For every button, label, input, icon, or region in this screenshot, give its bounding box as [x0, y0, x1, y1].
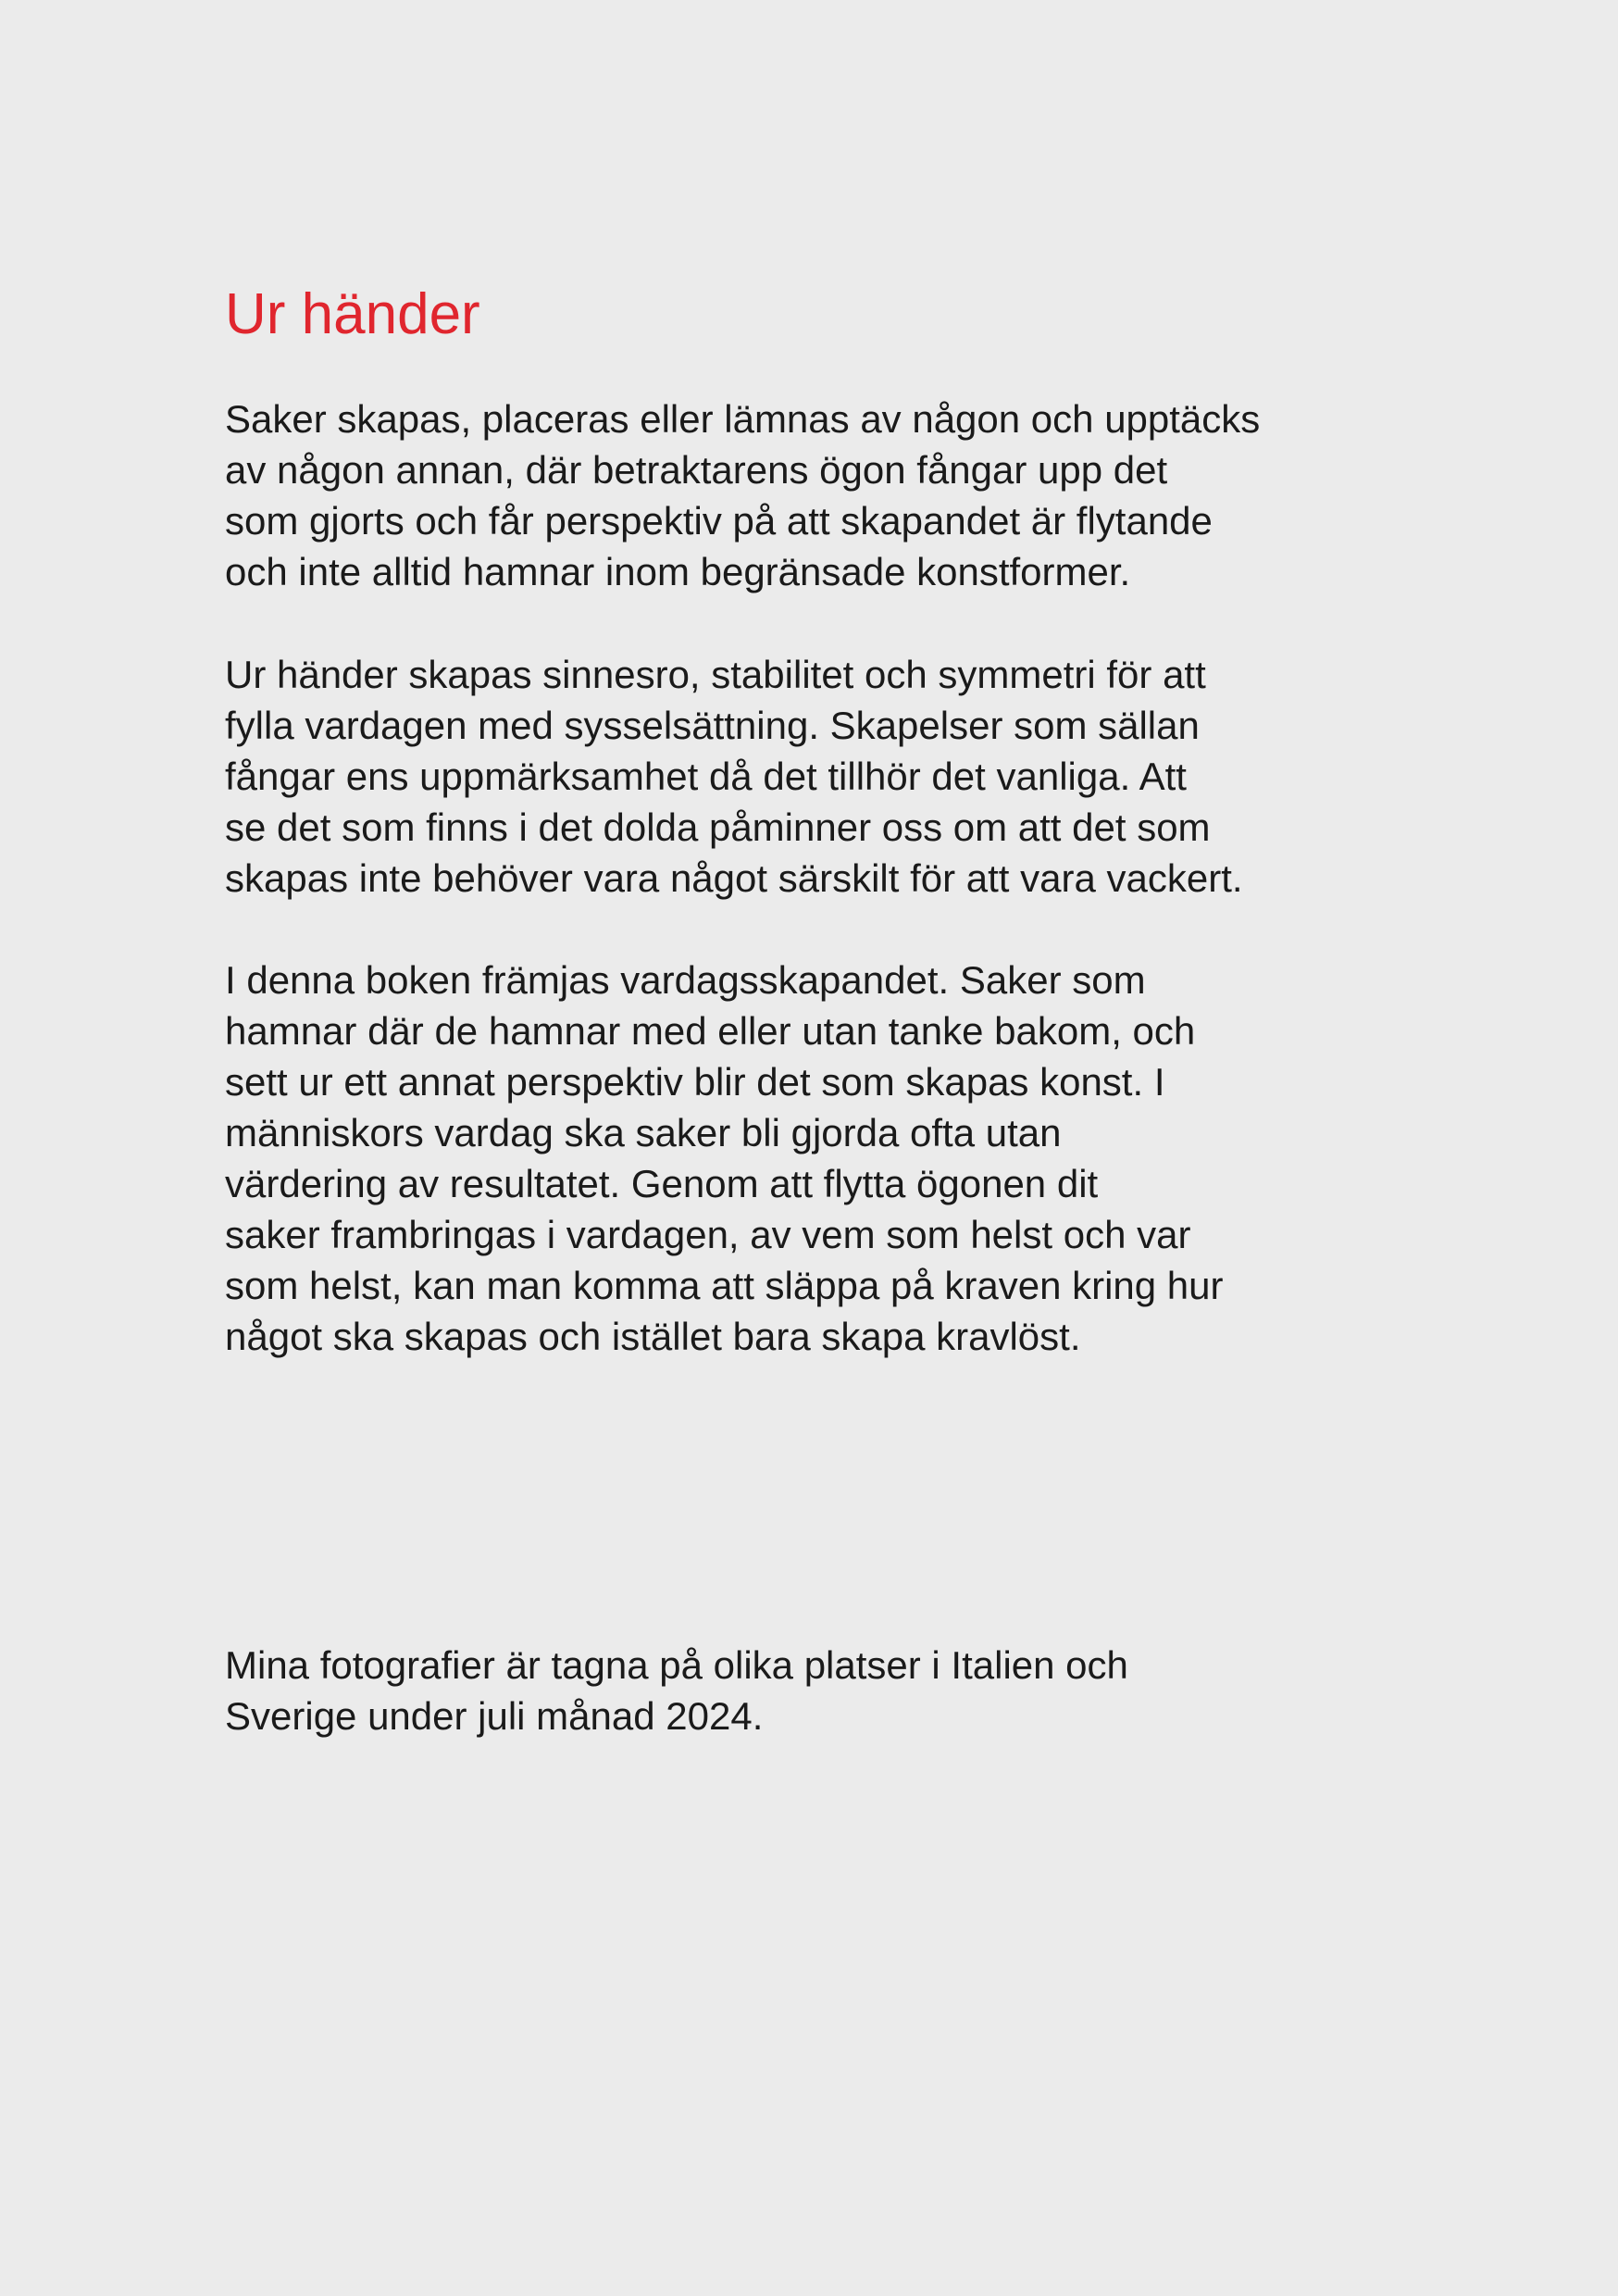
paragraph-line: Ur händer skapas sinnesro, stabilitet och symmetri för att: [225, 653, 1206, 696]
paragraph-1: [225, 393, 1260, 597]
note-line: Sverige under juli månad 2024.: [225, 1694, 764, 1738]
paragraph-line: saker frambringas i vardagen, av vem som helst och var: [225, 1213, 1191, 1256]
paragraph-line: hamnar där de hamnar med eller utan tanke bakom, och: [225, 1009, 1196, 1053]
paragraph-line: sett ur ett annat perspektiv blir det som skapas konst. I: [225, 1060, 1165, 1104]
paragraph-line: I denna boken främjas vardagsskapandet. Saker som: [225, 958, 1146, 1002]
paragraph-line: av någon annan, där betraktarens ögon fångar upp det: [225, 448, 1168, 492]
paragraph-line: människors vardag ska saker bli gjorda ofta utan: [225, 1111, 1062, 1154]
note-line: Mina fotografier är tagna på olika platser i Italien och: [225, 1643, 1128, 1687]
paragraph-line: skapas inte behöver vara något särskilt för att vara vackert.: [225, 856, 1243, 900]
paragraph-2: [225, 649, 1243, 904]
paragraph-line: något ska skapas och istället bara skapa kravlöst.: [225, 1315, 1081, 1358]
paragraph-line: som gjorts och får perspektiv på att skapandet är flytande: [225, 499, 1213, 543]
paragraph-3: [225, 955, 1224, 1362]
paragraph-line: och inte alltid hamnar inom begränsade konstformer.: [225, 550, 1131, 593]
paragraph-line: fylla vardagen med sysselsättning. Skapelser som sällan: [225, 704, 1200, 747]
photo-credit-note: [225, 1640, 1128, 1741]
paragraph-line: som helst, kan man komma att släppa på kraven kring hur: [225, 1264, 1224, 1307]
paragraph-line: se det som finns i det dolda påminner oss om att det som: [225, 805, 1211, 849]
paragraph-line: fångar ens uppmärksamhet då det tillhör det vanliga. Att: [225, 755, 1187, 798]
page-title: Ur händer: [225, 282, 480, 346]
paragraph-line: Saker skapas, placeras eller lämnas av någon och upptäcks: [225, 397, 1261, 441]
paragraph-line: värdering av resultatet. Genom att flytta ögonen dit: [225, 1162, 1099, 1205]
